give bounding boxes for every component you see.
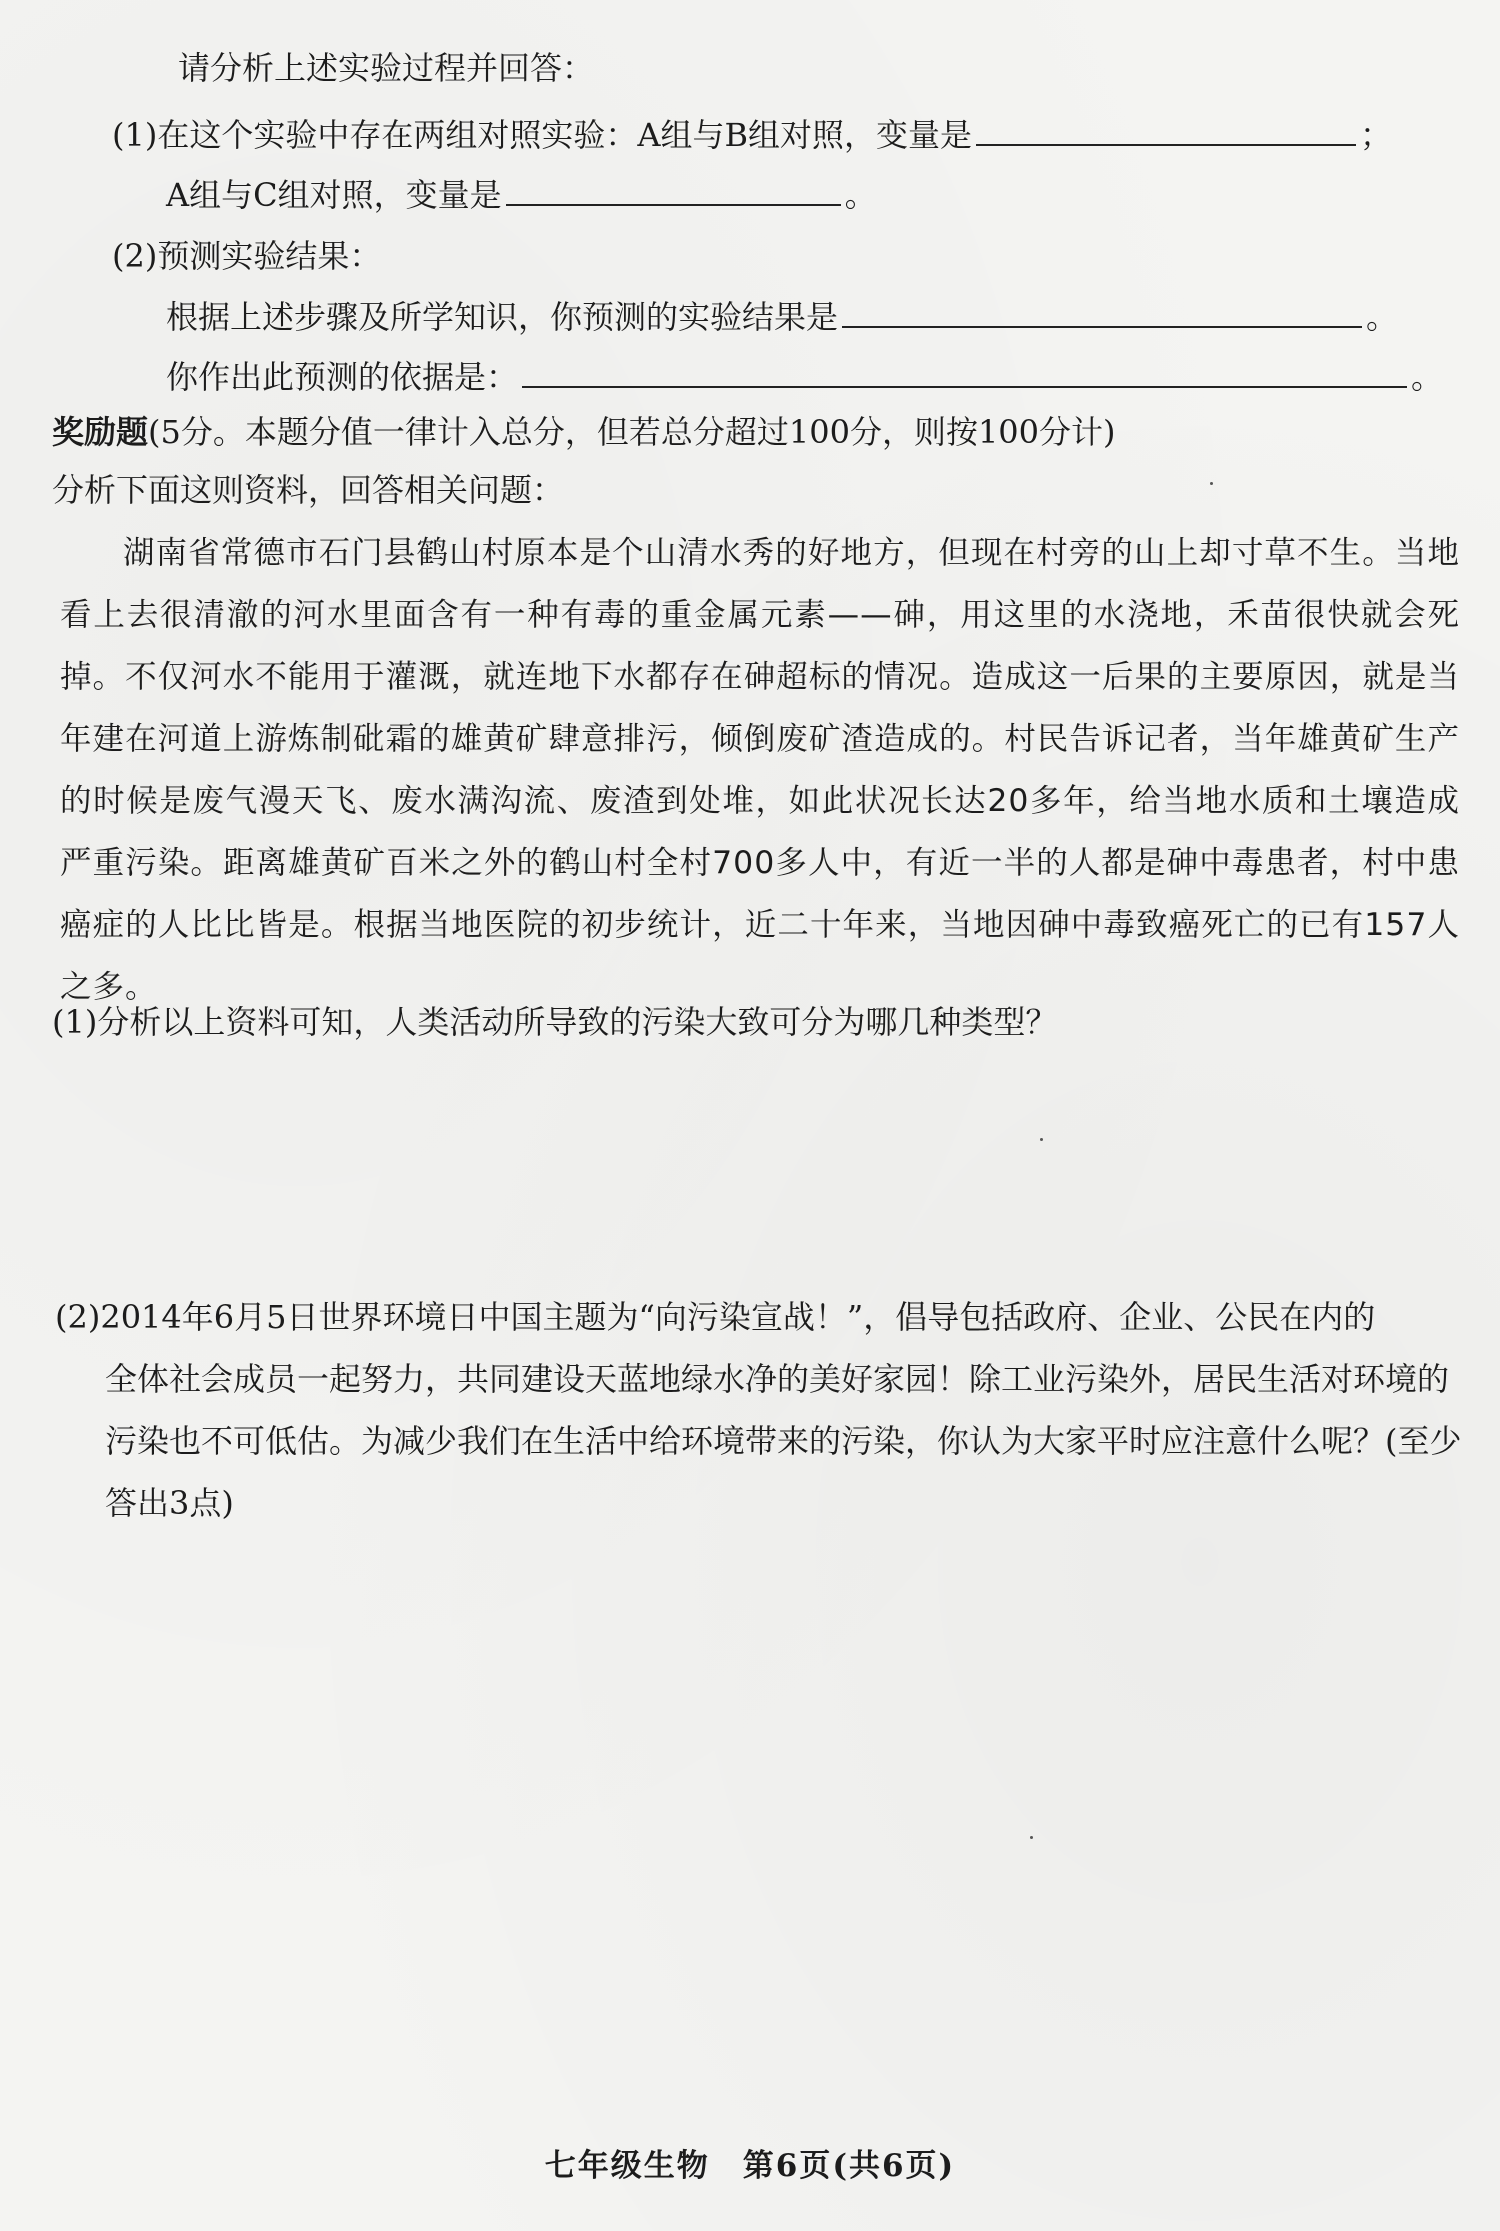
bonus-heading [52,412,1116,452]
page-footer: 七年级生物 第6页(共6页) [544,2148,956,2184]
answer-blank-1[interactable] [976,114,1356,146]
scan-speck [1210,482,1213,485]
answer-blank-3[interactable] [842,296,1362,328]
bonus-question-2 [55,1286,1465,1534]
question-1-end-b: 。 [844,176,877,214]
question-1-line-1 [112,114,1392,155]
intro-text: 请分析上述实验过程并回答： [178,49,595,87]
question-2-end-b: 。 [1411,358,1444,396]
bonus-passage: 湖南省常德市石门县鹤山村原本是个山清水秀的好地方，但现在村旁的山上却寸草不生。当地看上去很清澈的河水里面含有一种有毒的重金属元素——砷，用这里的水浇地，禾苗很快就会死掉。不仅河水不能用于灌溉，就连地下水都存在砷超标的情况。造成这一后果的主要原因，就是当年建在河道上游炼制砒霜的雄黄矿肆意排污，倾倒废矿渣造成的。村民告诉记者，当年雄黄矿生产的时候是废气漫天飞、废水满沟流、废渣到处堆，如此状况长达20多年，给当地水质和土壤造成严重污染。距离雄黄矿百米之外的鹤山村全村700多人中，有近一半的人都是砷中毒患者，村中患癌症的人比比皆是。根据当地医院的初步统计，近二十年来，当地因砷中毒致癌死亡的已有157人之多。 [60,535,1460,1005]
question-2-text-b: 你作出此预测的依据是： [166,358,519,396]
question-2-line-2 [166,356,1443,397]
question-2-end-a: 。 [1366,298,1399,336]
question-1-text-a: (1)在这个实验中存在两组对照实验：A组与B组对照，变量是 [112,116,972,154]
bonus-instruction: 分析下面这则资料，回答相关问题： [52,471,565,509]
bonus-question-1: (1)分析以上资料可知，人类活动所导致的污染大致可分为哪几种类型？ [52,1003,1058,1041]
question-2-title: (2)预测实验结果： [112,237,382,275]
bonus-note: (5分。本题分值一律计入总分，但若总分超过100分，则按100分计) [148,413,1116,451]
answer-blank-2[interactable] [506,174,841,206]
question-1-end-a: ； [1359,116,1392,154]
bonus-question-2-head: (2)2014年6月5日世界环境日中国主题为“向污染宣战！”，倡导包括政府、企业、公民在内的 [55,1298,1376,1336]
question-1-line-2 [166,174,877,215]
bonus-label: 奖励题 [52,413,149,451]
answer-blank-4[interactable] [522,356,1407,388]
scan-speck [1040,1138,1043,1141]
question-2-line-1 [166,296,1398,337]
bonus-question-2-rest: 全体社会成员一起努力，共同建设天蓝地绿水净的美好家园！除工业污染外，居民生活对环境的污染也不可低估。为减少我们在生活中给环境带来的污染，你认为大家平时应注意什么呢？(至少答出3点) [105,1360,1462,1522]
question-1-text-b: A组与C组对照，变量是 [166,176,502,214]
scan-speck [1030,1836,1033,1839]
question-2-text-a: 根据上述步骤及所学知识，你预测的实验结果是 [166,298,839,336]
